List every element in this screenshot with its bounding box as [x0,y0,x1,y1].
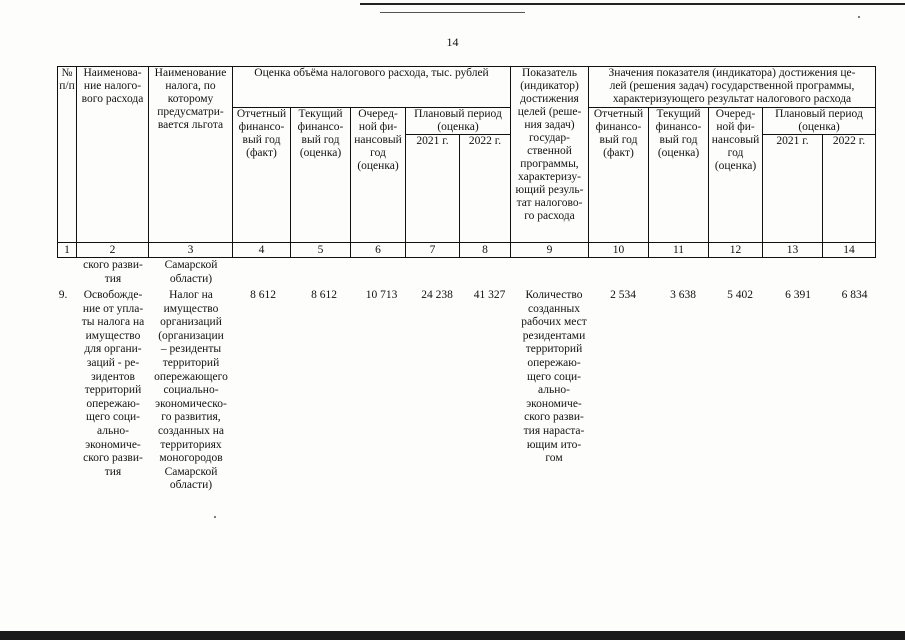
column-number: 5 [291,243,351,258]
header-col-2022: 2022 г. [460,135,511,243]
header-col-2022-2: 2022 г. [823,135,876,243]
scan-speck [858,16,860,18]
header-col-report-year-2: Отчетный финансо- вый год (факт) [589,108,649,243]
value-2022: 41 327 [473,289,506,301]
indicator-2022: 6 834 [841,289,868,301]
header-plan-period: Плановый период (оценка) [406,108,511,135]
column-number: 11 [649,243,709,258]
indicator-2021: 6 391 [785,289,811,301]
tax-name: Налог на имущество организаций (организации – резиденты территорий опережающего социально- экономическо- го развития, созданных на территориях моногородов Самарской области) [154,289,228,492]
header-col-report-year: Отчетный финансо- вый год (факт) [233,108,291,243]
scan-top-line-secondary [380,12,525,13]
header-group-values: Значения показателя (индикатора) достижения це- лей (решения задач) государственной программы, характеризующего результат налогового расхода [589,67,876,108]
column-number: 13 [763,243,823,258]
value-2021: 24 238 [421,289,453,301]
column-number: 7 [406,243,460,258]
continuation-name: ского разви- тия [83,259,143,285]
scan-top-line [360,3,905,5]
column-number: 2 [77,243,149,258]
column-number: 4 [233,243,291,258]
column-number: 1 [58,243,77,258]
header-col-next-year-2: Очеред- ной фи- нансовый год (оценка) [709,108,763,243]
header-col-current-year-2: Текущий финансо- вый год (оценка) [649,108,709,243]
value-next-year: 10 713 [365,289,398,301]
tax-expenditure-name: Освобожде- ние от упла- ты налога на имущество для органи- заций - ре- зидентов территорий опережаю- щего соци- ально- экономиче- ского разви- тия [81,289,145,478]
header-table [57,66,876,258]
header-col-next-year: Очеред- ной фи- нансовый год (оценка) [351,108,406,243]
column-number: 6 [351,243,406,258]
indicator-next-year: 5 402 [727,289,753,301]
header-col-name: Наименова- ние налого- вого расхода [77,67,149,243]
column-number: 12 [709,243,763,258]
header-group-estimate: Оценка объёма налогового расхода, тыс. рублей [233,67,511,108]
indicator-description: Количество созданных рабочих мест резидентами территорий опережаю- щего соци- ально- экономиче- ского разви- тия нараста- ющим ито- гом [521,289,587,465]
column-number: 8 [460,243,511,258]
header-col-num: № п/п [58,67,77,243]
scan-bottom-edge [0,631,905,640]
row-number: 9. [58,289,68,301]
indicator-current-year: 3 638 [670,289,696,301]
header-col-indicator: Показатель (индикатор) достижения целей (реше- ния задач) государ- ственной программы, характеризу- ющий резуль- тат налогово- го расхода [511,67,589,243]
page-number: 14 [446,35,459,49]
column-number: 9 [511,243,589,258]
value-current-year: 8 612 [311,289,337,301]
header-col-2021-2: 2021 г. [763,135,823,243]
header-col-current-year: Текущий финансо- вый год (оценка) [291,108,351,243]
indicator-report-year: 2 534 [610,289,636,301]
column-number: 14 [823,243,876,258]
scan-speck [214,516,216,518]
header-col-2021: 2021 г. [406,135,460,243]
column-number: 3 [149,243,233,258]
continuation-tax: Самарской области) [164,259,218,285]
header-plan-period-2: Плановый период (оценка) [763,108,876,135]
header-col-tax: Наименование налога, по которому предусматри- вается льгота [149,67,233,243]
column-number: 10 [589,243,649,258]
value-report-year: 8 612 [250,289,276,301]
